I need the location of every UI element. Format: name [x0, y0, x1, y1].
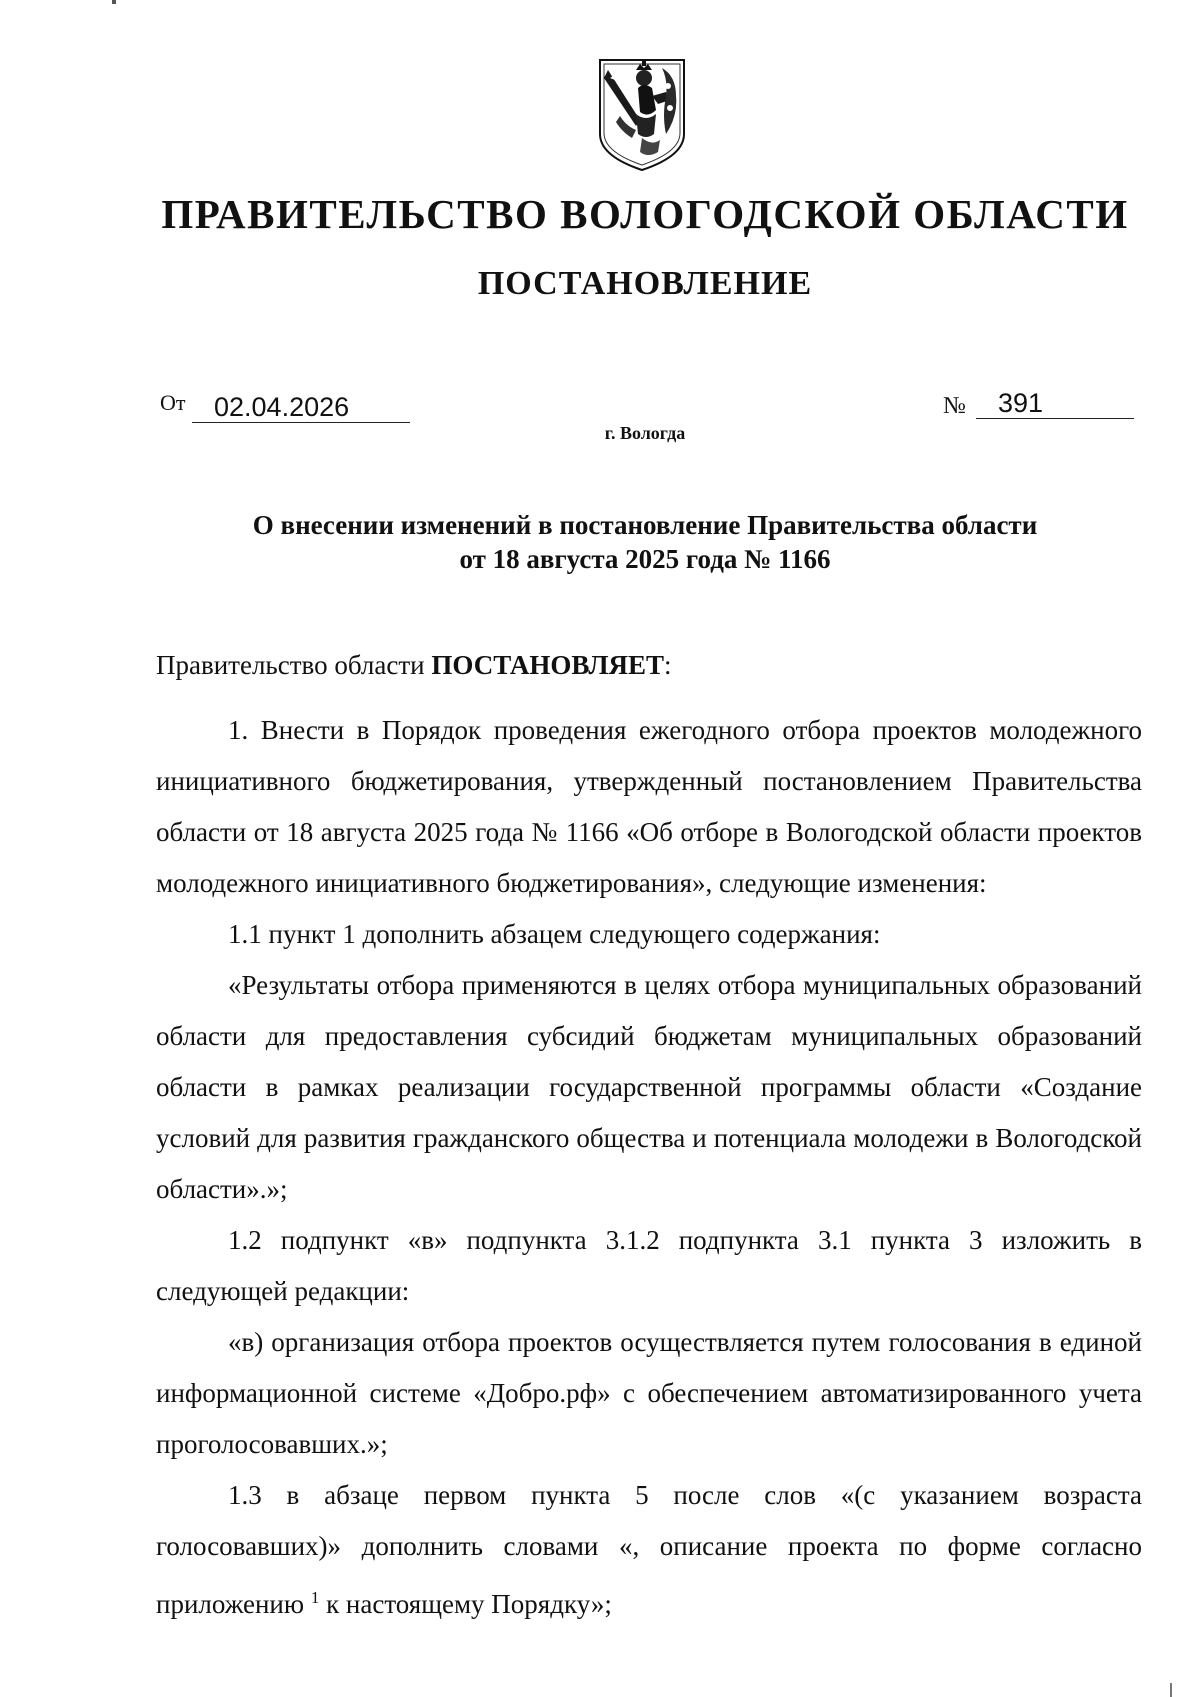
number-label: № — [943, 393, 966, 419]
paragraph-1-3-before: 1.3 в абзаце первом пункта 5 после слов «(с указанием возраста голосовавших)» дополнить словами «, описание проекта по форме согласно приложению — [156, 1480, 1142, 1619]
document-type: ПОСТАНОВЛЕНИЕ — [477, 265, 813, 302]
date-label: От — [160, 390, 186, 415]
scan-mark — [112, 0, 116, 4]
scan-mark-bottom — [1170, 1683, 1172, 1697]
intro-prefix: Правительство области — [156, 650, 432, 680]
subject-line-2: от 18 августа 2025 года № 1166 — [459, 544, 831, 574]
paragraph-1-2-quote: «в) организация отбора проектов осуществляется путем голосования в единой информационной системе «Добро.рф» с обеспечением автоматизированного учета проголосовавших.»; — [156, 1327, 1142, 1459]
city-name: г. Вологда — [604, 423, 686, 443]
superscript-mark: 1 — [310, 1588, 320, 1607]
paragraph-1-1: 1.1 пункт 1 дополнить абзацем следующего содержания: — [228, 919, 881, 949]
document-number: 391 — [976, 388, 1134, 419]
paragraph-1-3-after: к настоящему Порядку»; — [319, 1589, 612, 1619]
paragraph-1-2: 1.2 подпункт «в» подпункта 3.1.2 подпункта 3.1 пункта 3 изложить в следующей редакции: — [156, 1225, 1142, 1306]
document-subject — [0, 508, 1200, 576]
document-body — [156, 640, 1142, 1630]
intro-suffix: : — [663, 650, 672, 680]
document-date: 02.04.2026 — [192, 392, 410, 423]
paragraph-1-3 — [156, 1470, 1142, 1630]
subject-line-1: О внесении изменений в постановление Правительства области — [252, 510, 1038, 540]
government-title: ПРАВИТЕЛЬСТВО ВОЛОГОДСКОЙ ОБЛАСТИ — [161, 191, 1129, 237]
intro-verb: ПОСТАНОВЛЯЕТ — [431, 650, 664, 680]
intro-paragraph — [156, 640, 1142, 691]
paragraph-1-1-quote: «Результаты отбора применяются в целях отбора муниципальных образований области для предоставления субсидий бюджетам муниципальных образований области в рамках реализации государственной программы области «Создание условий для развития гражданского общества и потенциала молодежи в Вологодской области».»; — [156, 970, 1142, 1204]
paragraph-1: 1. Внести в Порядок проведения ежегодного отбора проектов молодежного инициативного бюджетирования, утвержденный постановлением Правительства области от 18 августа 2025 года № 1166 «Об отборе в Вологодской области проектов молодежного инициативного бюджетирования», следующие изменения: — [156, 715, 1142, 898]
vologda-coat-of-arms-icon — [596, 56, 688, 174]
